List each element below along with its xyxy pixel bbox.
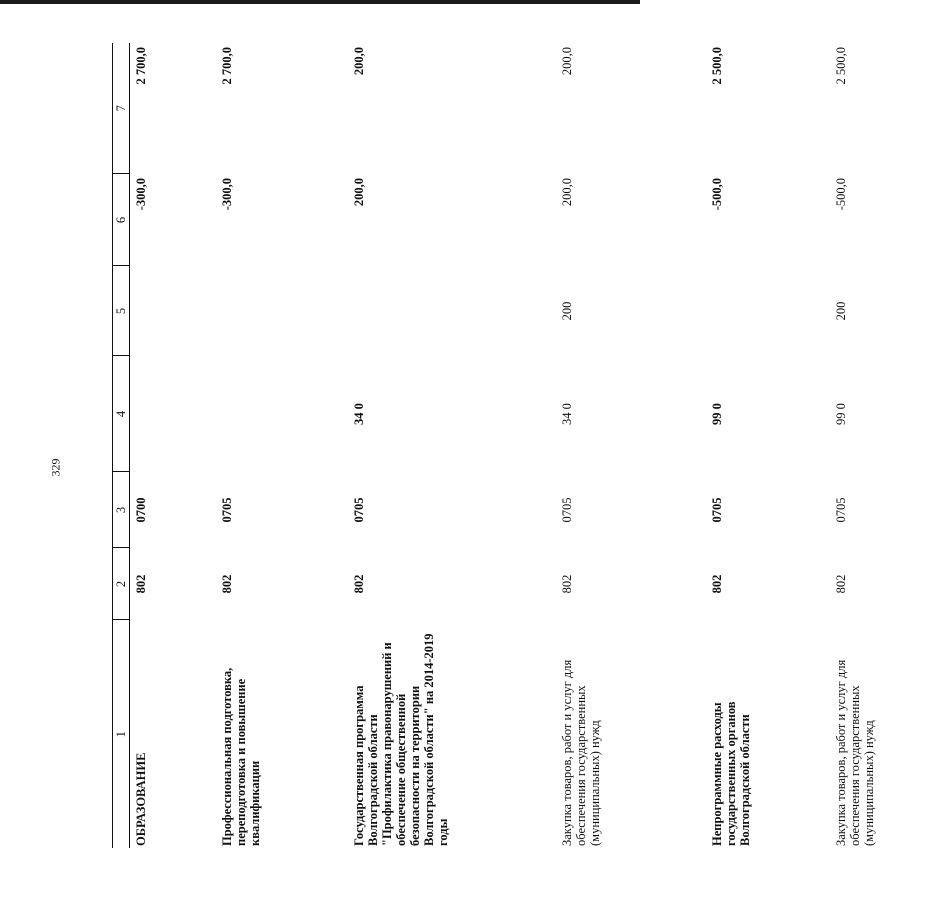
budget-table [112, 43, 944, 848]
cell-code-4: 99 0 [710, 403, 724, 425]
cell-code-2: 802 [220, 574, 234, 594]
cell-amount-7: 2 500,0 [710, 47, 724, 85]
cell-code-3: 0705 [710, 497, 724, 523]
cell-code-2: 802 [134, 574, 148, 594]
scan-top-edge [0, 0, 640, 4]
cell-code-5: 200 [834, 301, 848, 321]
cell-amount-6: 200,0 [560, 178, 574, 207]
cell-code-3: 0705 [834, 497, 848, 523]
cell-amount-6: -500,0 [710, 178, 724, 211]
table-row [670, 43, 788, 848]
cell-amount-7: 2 500,0 [834, 47, 848, 85]
column-header: 1 [113, 620, 130, 848]
column-header: 3 [113, 472, 130, 548]
header-row [113, 43, 130, 848]
cell-code-5 [670, 266, 788, 356]
cell-code-4 [130, 356, 177, 472]
cell-code-3: 0700 [134, 497, 148, 523]
cell-code-5 [130, 266, 177, 356]
column-header: 2 [113, 548, 130, 620]
cell-amount-7: 2 700,0 [220, 47, 234, 85]
cell-code-2: 802 [560, 574, 574, 594]
column-header: 7 [113, 43, 130, 174]
rotated-budget-table-container [112, 43, 876, 848]
table-row [514, 43, 670, 848]
table-row [788, 43, 944, 848]
cell-code-3: 0705 [560, 497, 574, 523]
cell-code-4: 34 0 [560, 403, 574, 425]
column-header: 4 [113, 356, 130, 472]
row-name: Профессиональная подготовка, переподготовка и повышение квалификации [220, 667, 262, 846]
cell-amount-6: 200,0 [352, 178, 366, 207]
cell-code-5 [176, 266, 302, 356]
column-header: 6 [113, 174, 130, 266]
cell-code-3: 0705 [220, 497, 234, 523]
row-name: Закупка товаров, работ и услуг для обеспечения государственных (муниципальных) нужд [834, 659, 876, 846]
row-name: Непрограммные расходы государственных органов Волгоградской области [710, 701, 752, 846]
cell-amount-6: -300,0 [220, 178, 234, 211]
cell-code-2: 802 [710, 574, 724, 594]
cell-code-5 [302, 266, 514, 356]
cell-amount-7: 200,0 [560, 47, 574, 76]
cell-code-3: 0705 [352, 497, 366, 523]
cell-amount-6: -300,0 [134, 178, 148, 211]
table-row [130, 43, 177, 848]
row-name: Государственная программа Волгоградской области "Профилактика правонарушений и обеспечение общественной безопасности на территории Волгоградской области" на 2014-2019 годы [352, 633, 450, 846]
cell-amount-6: -500,0 [834, 178, 848, 211]
cell-amount-7: 2 700,0 [134, 47, 148, 85]
page-number: 329 [48, 458, 63, 477]
row-name: ОБРАЗОВАНИЕ [134, 752, 148, 846]
cell-code-4: 34 0 [352, 403, 366, 425]
column-header: 5 [113, 266, 130, 356]
cell-code-5: 200 [560, 301, 574, 321]
row-name: Закупка товаров, работ и услуг для обеспечения государственных (муниципальных) нужд [560, 659, 602, 846]
cell-code-2: 802 [352, 574, 366, 594]
cell-code-2: 802 [834, 574, 848, 594]
cell-code-4: 99 0 [834, 403, 848, 425]
table-row [302, 43, 514, 848]
table-row [176, 43, 302, 848]
cell-amount-7: 200,0 [352, 47, 366, 76]
cell-code-4 [176, 356, 302, 472]
